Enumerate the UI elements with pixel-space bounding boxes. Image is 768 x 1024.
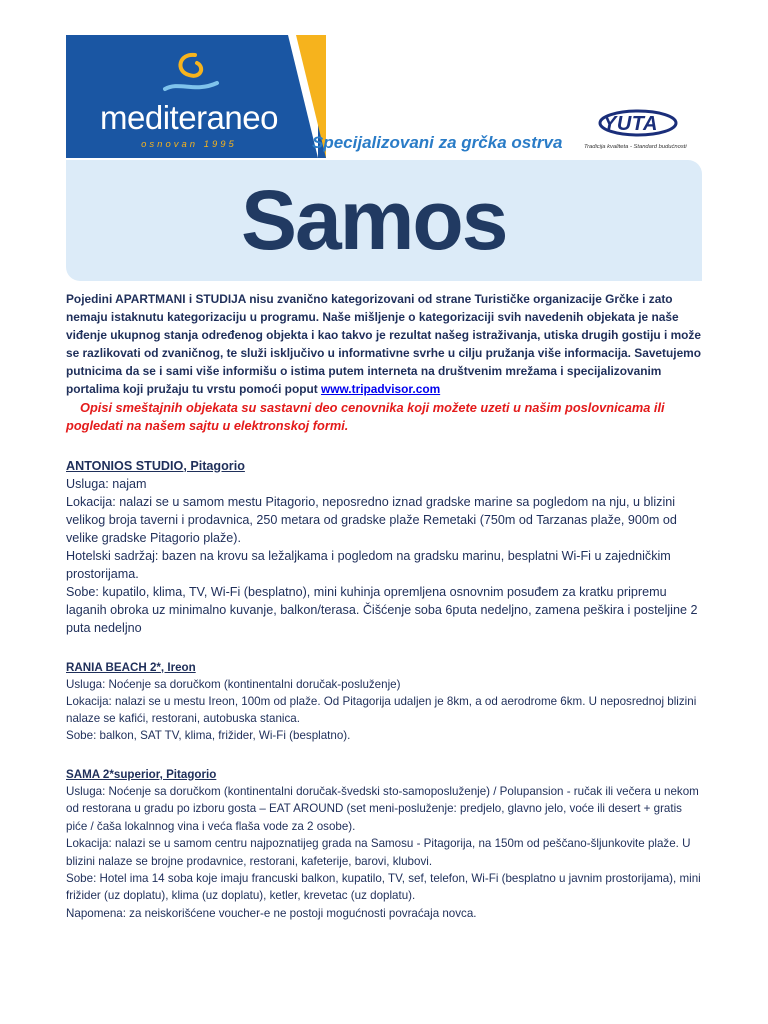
hotel-title: SAMA 2*superior, Pitagorio	[66, 767, 217, 781]
wave-logo-icon	[161, 49, 221, 99]
hotel-line: Usluga: najam	[66, 476, 147, 491]
partner-logo	[584, 104, 702, 160]
hotel-title: RANIA BEACH 2*, Ireon	[66, 660, 196, 674]
hotel-line: Hotelski sadržaj: bazen na krovu sa ležaljkama i pogledom na gradsku marinu, besplatni Wi-Fi u zajedničkim prostorijama.	[66, 548, 671, 581]
hotel-line: Lokacija: nalazi se u samom centru najpoznatijeg grada na Samosu - Pitagorija, na 150m od peščano-šljunkovite plaže. U blizini nalaze se brojne prodavnice, restorani, kafeterije, barovi, klubovi.	[66, 837, 691, 868]
notice-text: Opisi smeštajnih objekata su sastavni deo cenovnika koji možete uzeti u našim poslovnicama ili pogledati na našem sajtu u elektronskoj formi.	[66, 399, 665, 434]
title-banner	[66, 160, 702, 281]
tripadvisor-link[interactable]: www.tripadvisor.com	[321, 382, 441, 397]
intro-text: Pojedini APARTMANI i STUDIJA nisu zvanično kategorizovani od strane Turističke organizacije Grčke i zato nemaju istaknutu kategorizaciju u programu. Naše mišljenje o kategorizaciji svih navedenih objekata je naše viđenje ukupnog stanja određenog objekta i kao takvo je rezultat našeg istraživanja, utiska drugih gostiju i može se razlikovati od zvaničnog, te služi isključivo u informativne svrhe u cilju pružanja više informacija. Savetujemo putnicima da se i sami više informišu o istima putem interneta na društvenim mrežama i specijalizovanim portalima koji pružaju tu vrstu pomoći poput	[66, 292, 702, 397]
brand-founded: osnovan 1995	[141, 139, 237, 150]
hotel-line: Sobe: Hotel ima 14 soba koje imaju francuski balkon, kupatilo, TV, sef, telefon, Wi-Fi (besplatno u javnim prostorijama), mini frižider (uz doplatu), klima (uz doplatu), ketler, krevetac (uz doplatu).	[66, 872, 701, 903]
hotel-line: Napomena: za neiskorišćene voucher-e ne postoji mogućnosti povraćaja novca.	[66, 906, 477, 920]
hotel-entry	[66, 659, 706, 745]
hotel-title: ANTONIOS STUDIO, Pitagorio	[66, 458, 245, 473]
hotel-line: Lokacija: nalazi se u samom mestu Pitagorio, neposredno iznad gradske marine sa pogledom na nju, u blizini velikog broja taverni i prodavnica, 250 metara od gradske plaže Remetaki (750m od Tarzanas plaže, 900m od velike gradske Pitagorio plaže).	[66, 494, 677, 545]
hotel-line: Usluga: Noćenje sa doručkom (kontinentalni doručak-švedski sto-samoposluženje) / Polupansion - ručak ili večera u nekom od restorana u gradu po izboru gosta – EAT AROUND (set meni-posluženje: predjelo, glavno jelo, voće ili desert + gratis piće / čaša lokalnnog vina i veća flaša vode za 2 osobe).	[66, 784, 699, 833]
hotel-entry	[66, 457, 706, 637]
hotel-line: Lokacija: nalazi se u mestu Ireon, 100m od plaže. Od Pitagorija udaljen je 8km, a od aerodrome 6km. U neposrednoj blizini nalaze se kafići, restorani, autobuska stanica.	[66, 694, 697, 726]
hotel-line: Sobe: kupatilo, klima, TV, Wi-Fi (besplatno), mini kuhinja opremljena osnovnim posuđem za kratku pripremu laganih obroka uz minimalno kuvanje, balkon/terasa. Čišćenje soba 6puta nedeljno, zamena peškira i posteljine 2 puta nedeljno	[66, 584, 698, 635]
intro-paragraph	[66, 290, 706, 399]
partner-tagline: Tradicija kvaliteta - Standard budućnosti	[584, 144, 687, 150]
partner-name: YUTA	[603, 113, 658, 135]
brand-name: mediteraneo	[100, 99, 278, 136]
document-body	[66, 290, 706, 922]
hotel-line: Usluga: Noćenje sa doručkom (kontinentalni doručak-posluženje)	[66, 677, 401, 691]
brand-logo	[66, 35, 326, 158]
hotel-line: Sobe: balkon, SAT TV, klima, frižider, Wi-Fi (besplatno).	[66, 729, 351, 743]
hotel-entry	[66, 766, 706, 923]
tagline: Specijalizovani za grčka ostrva	[312, 133, 563, 152]
page-title: Samos	[241, 173, 507, 267]
